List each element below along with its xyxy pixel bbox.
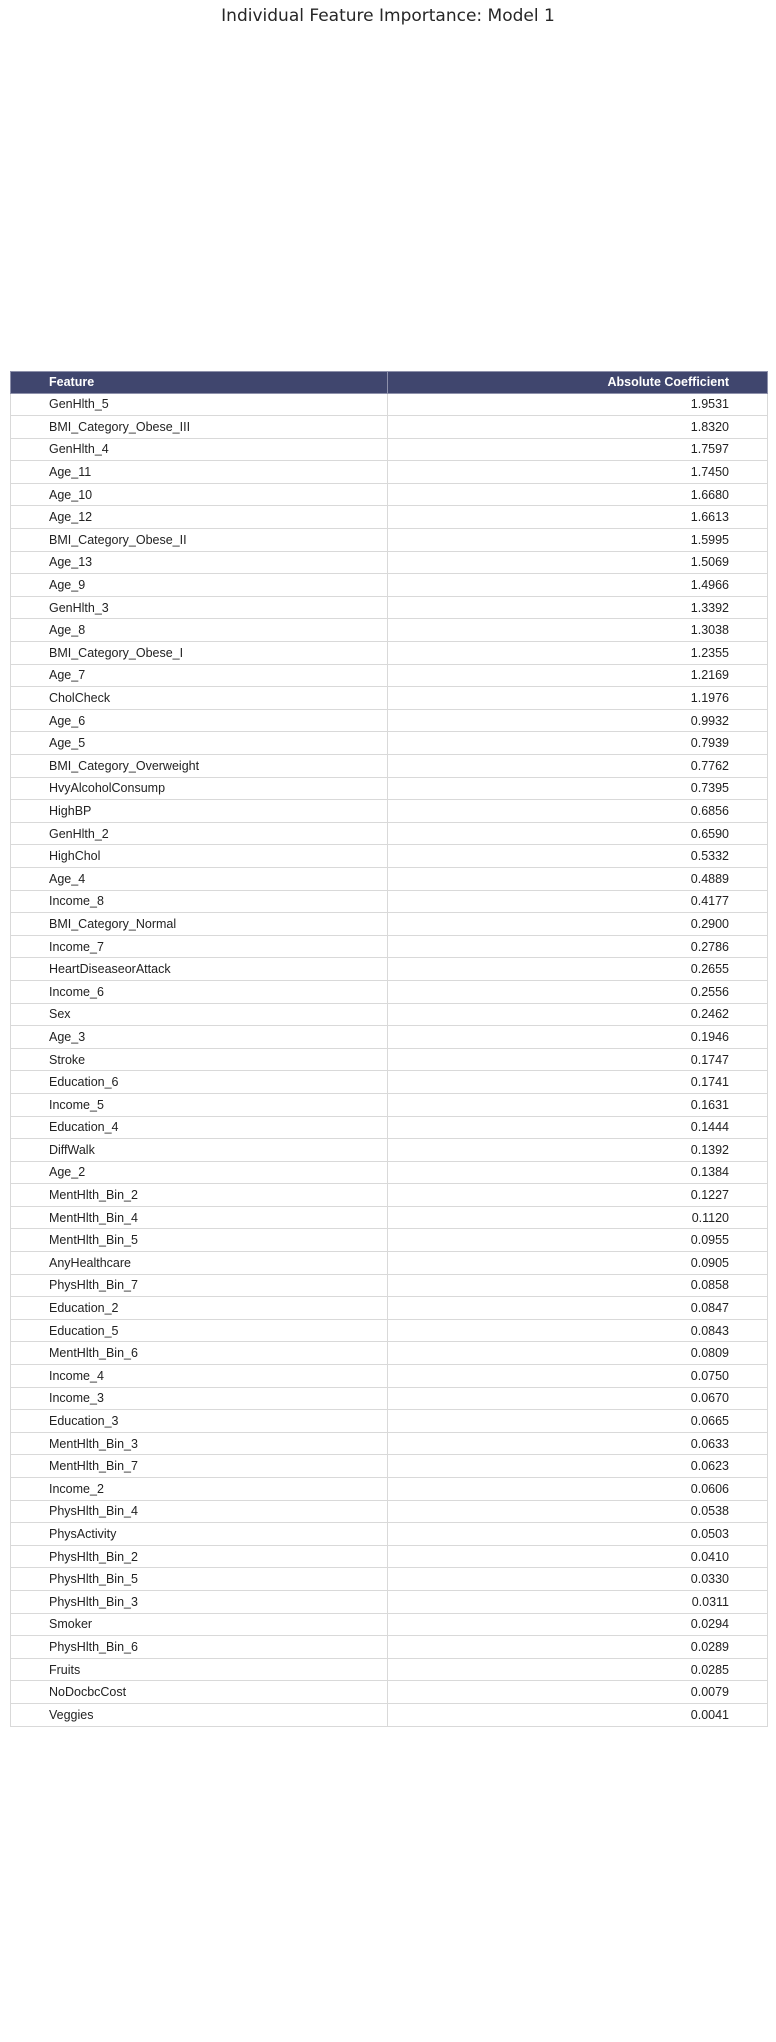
table-row <box>11 1590 768 1613</box>
feature-cell: Sex <box>11 1003 388 1026</box>
table-row <box>11 1500 768 1523</box>
coefficient-cell: 0.0538 <box>388 1500 768 1523</box>
feature-cell: MentHlth_Bin_5 <box>11 1229 388 1252</box>
coefficient-cell: 0.1392 <box>388 1139 768 1162</box>
table-row <box>11 1139 768 1162</box>
coefficient-cell: 0.1227 <box>388 1184 768 1207</box>
coefficient-cell: 1.3392 <box>388 596 768 619</box>
coefficient-cell: 0.0623 <box>388 1455 768 1478</box>
table-row <box>11 642 768 665</box>
chart-title: Individual Feature Importance: Model 1 <box>221 6 555 26</box>
feature-importance-table <box>10 371 768 1727</box>
coefficient-cell: 0.6856 <box>388 800 768 823</box>
table-row <box>11 1116 768 1139</box>
feature-cell: NoDocbcCost <box>11 1681 388 1704</box>
feature-cell: PhysActivity <box>11 1523 388 1546</box>
feature-cell: BMI_Category_Normal <box>11 913 388 936</box>
feature-cell: PhysHlth_Bin_6 <box>11 1636 388 1659</box>
column-header-feature: Feature <box>11 372 388 394</box>
table-row <box>11 664 768 687</box>
coefficient-cell: 0.0670 <box>388 1387 768 1410</box>
coefficient-cell: 1.1976 <box>388 687 768 710</box>
table-row <box>11 1229 768 1252</box>
table-row <box>11 687 768 710</box>
feature-cell: Age_2 <box>11 1161 388 1184</box>
coefficient-cell: 0.2556 <box>388 980 768 1003</box>
table-row <box>11 506 768 529</box>
coefficient-cell: 0.1946 <box>388 1026 768 1049</box>
table-row <box>11 1026 768 1049</box>
feature-cell: Age_12 <box>11 506 388 529</box>
coefficient-cell: 0.6590 <box>388 822 768 845</box>
feature-cell: Income_4 <box>11 1365 388 1388</box>
coefficient-cell: 0.0311 <box>388 1590 768 1613</box>
feature-cell: PhysHlth_Bin_7 <box>11 1274 388 1297</box>
coefficient-cell: 1.8320 <box>388 416 768 439</box>
table-row <box>11 393 768 416</box>
table-row <box>11 1455 768 1478</box>
table-row <box>11 1432 768 1455</box>
coefficient-cell: 0.1747 <box>388 1048 768 1071</box>
feature-cell: Age_13 <box>11 551 388 574</box>
table-row <box>11 1410 768 1433</box>
table-body <box>11 393 768 1726</box>
coefficient-cell: 0.0665 <box>388 1410 768 1433</box>
feature-cell: Education_3 <box>11 1410 388 1433</box>
coefficient-cell: 1.2169 <box>388 664 768 687</box>
table-row <box>11 980 768 1003</box>
table-row <box>11 755 768 778</box>
feature-cell: Education_6 <box>11 1071 388 1094</box>
feature-cell: HvyAlcoholConsump <box>11 777 388 800</box>
table-row <box>11 935 768 958</box>
feature-cell: Stroke <box>11 1048 388 1071</box>
coefficient-cell: 0.0858 <box>388 1274 768 1297</box>
table-row <box>11 596 768 619</box>
feature-cell: HeartDiseaseorAttack <box>11 958 388 981</box>
table-row <box>11 890 768 913</box>
feature-cell: GenHlth_2 <box>11 822 388 845</box>
coefficient-cell: 0.0633 <box>388 1432 768 1455</box>
feature-cell: GenHlth_3 <box>11 596 388 619</box>
coefficient-cell: 0.0606 <box>388 1478 768 1501</box>
table-row <box>11 1703 768 1726</box>
table-row <box>11 1297 768 1320</box>
table-row <box>11 1636 768 1659</box>
coefficient-cell: 0.1631 <box>388 1093 768 1116</box>
feature-cell: Income_8 <box>11 890 388 913</box>
feature-cell: MentHlth_Bin_6 <box>11 1342 388 1365</box>
coefficient-cell: 0.2462 <box>388 1003 768 1026</box>
feature-cell: MentHlth_Bin_2 <box>11 1184 388 1207</box>
coefficient-cell: 1.2355 <box>388 642 768 665</box>
feature-cell: Age_9 <box>11 574 388 597</box>
coefficient-cell: 0.0041 <box>388 1703 768 1726</box>
feature-cell: AnyHealthcare <box>11 1252 388 1275</box>
table-row <box>11 1658 768 1681</box>
coefficient-cell: 0.0905 <box>388 1252 768 1275</box>
table-row <box>11 551 768 574</box>
feature-cell: PhysHlth_Bin_4 <box>11 1500 388 1523</box>
coefficient-cell: 0.1384 <box>388 1161 768 1184</box>
feature-cell: MentHlth_Bin_4 <box>11 1206 388 1229</box>
coefficient-cell: 0.0079 <box>388 1681 768 1704</box>
coefficient-cell: 1.9531 <box>388 393 768 416</box>
coefficient-cell: 0.2655 <box>388 958 768 981</box>
coefficient-cell: 0.1741 <box>388 1071 768 1094</box>
coefficient-cell: 0.0955 <box>388 1229 768 1252</box>
table-header-row <box>11 372 768 394</box>
feature-cell: Education_5 <box>11 1319 388 1342</box>
feature-cell: Veggies <box>11 1703 388 1726</box>
feature-cell: BMI_Category_Obese_III <box>11 416 388 439</box>
feature-cell: GenHlth_5 <box>11 393 388 416</box>
coefficient-cell: 0.0750 <box>388 1365 768 1388</box>
feature-cell: Age_10 <box>11 483 388 506</box>
table-row <box>11 1003 768 1026</box>
feature-cell: Income_7 <box>11 935 388 958</box>
coefficient-cell: 0.0285 <box>388 1658 768 1681</box>
feature-cell: Age_3 <box>11 1026 388 1049</box>
coefficient-cell: 0.7395 <box>388 777 768 800</box>
table-row <box>11 483 768 506</box>
coefficient-cell: 1.5995 <box>388 529 768 552</box>
coefficient-cell: 0.1120 <box>388 1206 768 1229</box>
coefficient-cell: 0.0294 <box>388 1613 768 1636</box>
table-row <box>11 1387 768 1410</box>
feature-cell: Income_2 <box>11 1478 388 1501</box>
feature-cell: Education_4 <box>11 1116 388 1139</box>
feature-cell: MentHlth_Bin_3 <box>11 1432 388 1455</box>
table-row <box>11 958 768 981</box>
feature-cell: Age_8 <box>11 619 388 642</box>
table-row <box>11 1478 768 1501</box>
coefficient-cell: 1.5069 <box>388 551 768 574</box>
table-row <box>11 1206 768 1229</box>
coefficient-cell: 0.0809 <box>388 1342 768 1365</box>
table-row <box>11 867 768 890</box>
table-row <box>11 1681 768 1704</box>
table-row <box>11 416 768 439</box>
table-row <box>11 913 768 936</box>
coefficient-cell: 0.4177 <box>388 890 768 913</box>
table-row <box>11 438 768 461</box>
coefficient-cell: 1.4966 <box>388 574 768 597</box>
feature-cell: Age_5 <box>11 732 388 755</box>
coefficient-cell: 0.0410 <box>388 1545 768 1568</box>
table-row <box>11 1184 768 1207</box>
coefficient-cell: 1.3038 <box>388 619 768 642</box>
coefficient-cell: 0.2900 <box>388 913 768 936</box>
coefficient-cell: 0.5332 <box>388 845 768 868</box>
feature-cell: BMI_Category_Obese_I <box>11 642 388 665</box>
table-row <box>11 1071 768 1094</box>
table-row <box>11 800 768 823</box>
coefficient-cell: 0.9932 <box>388 709 768 732</box>
feature-cell: HighChol <box>11 845 388 868</box>
table-row <box>11 574 768 597</box>
table-row <box>11 709 768 732</box>
coefficient-cell: 0.0843 <box>388 1319 768 1342</box>
feature-cell: Fruits <box>11 1658 388 1681</box>
coefficient-cell: 1.7450 <box>388 461 768 484</box>
feature-cell: GenHlth_4 <box>11 438 388 461</box>
feature-cell: BMI_Category_Overweight <box>11 755 388 778</box>
feature-cell: Income_6 <box>11 980 388 1003</box>
table-row <box>11 1252 768 1275</box>
table-row <box>11 461 768 484</box>
feature-cell: Education_2 <box>11 1297 388 1320</box>
table-row <box>11 619 768 642</box>
coefficient-cell: 0.1444 <box>388 1116 768 1139</box>
table-row <box>11 845 768 868</box>
coefficient-cell: 0.4889 <box>388 867 768 890</box>
table-row <box>11 1274 768 1297</box>
table-row <box>11 1365 768 1388</box>
feature-cell: Age_11 <box>11 461 388 484</box>
feature-cell: Income_3 <box>11 1387 388 1410</box>
feature-cell: MentHlth_Bin_7 <box>11 1455 388 1478</box>
feature-cell: CholCheck <box>11 687 388 710</box>
coefficient-cell: 0.0330 <box>388 1568 768 1591</box>
table-row <box>11 1568 768 1591</box>
coefficient-cell: 1.7597 <box>388 438 768 461</box>
coefficient-cell: 0.0847 <box>388 1297 768 1320</box>
coefficient-cell: 0.2786 <box>388 935 768 958</box>
feature-cell: Smoker <box>11 1613 388 1636</box>
feature-cell: BMI_Category_Obese_II <box>11 529 388 552</box>
column-header-absolute-coefficient: Absolute Coefficient <box>388 372 768 394</box>
feature-cell: Age_4 <box>11 867 388 890</box>
feature-cell: Income_5 <box>11 1093 388 1116</box>
table-row <box>11 777 768 800</box>
table-row <box>11 1523 768 1546</box>
feature-cell: PhysHlth_Bin_3 <box>11 1590 388 1613</box>
feature-cell: HighBP <box>11 800 388 823</box>
table-row <box>11 1545 768 1568</box>
coefficient-cell: 0.0289 <box>388 1636 768 1659</box>
feature-cell: PhysHlth_Bin_2 <box>11 1545 388 1568</box>
coefficient-cell: 0.7762 <box>388 755 768 778</box>
table-row <box>11 732 768 755</box>
table-row <box>11 1161 768 1184</box>
feature-cell: DiffWalk <box>11 1139 388 1162</box>
coefficient-cell: 0.0503 <box>388 1523 768 1546</box>
table-row <box>11 1342 768 1365</box>
coefficient-cell: 0.7939 <box>388 732 768 755</box>
table-row <box>11 1093 768 1116</box>
table-row <box>11 822 768 845</box>
table-row <box>11 1613 768 1636</box>
coefficient-cell: 1.6613 <box>388 506 768 529</box>
feature-cell: PhysHlth_Bin_5 <box>11 1568 388 1591</box>
table-row <box>11 529 768 552</box>
feature-cell: Age_6 <box>11 709 388 732</box>
table-row <box>11 1048 768 1071</box>
table-row <box>11 1319 768 1342</box>
coefficient-cell: 1.6680 <box>388 483 768 506</box>
feature-cell: Age_7 <box>11 664 388 687</box>
